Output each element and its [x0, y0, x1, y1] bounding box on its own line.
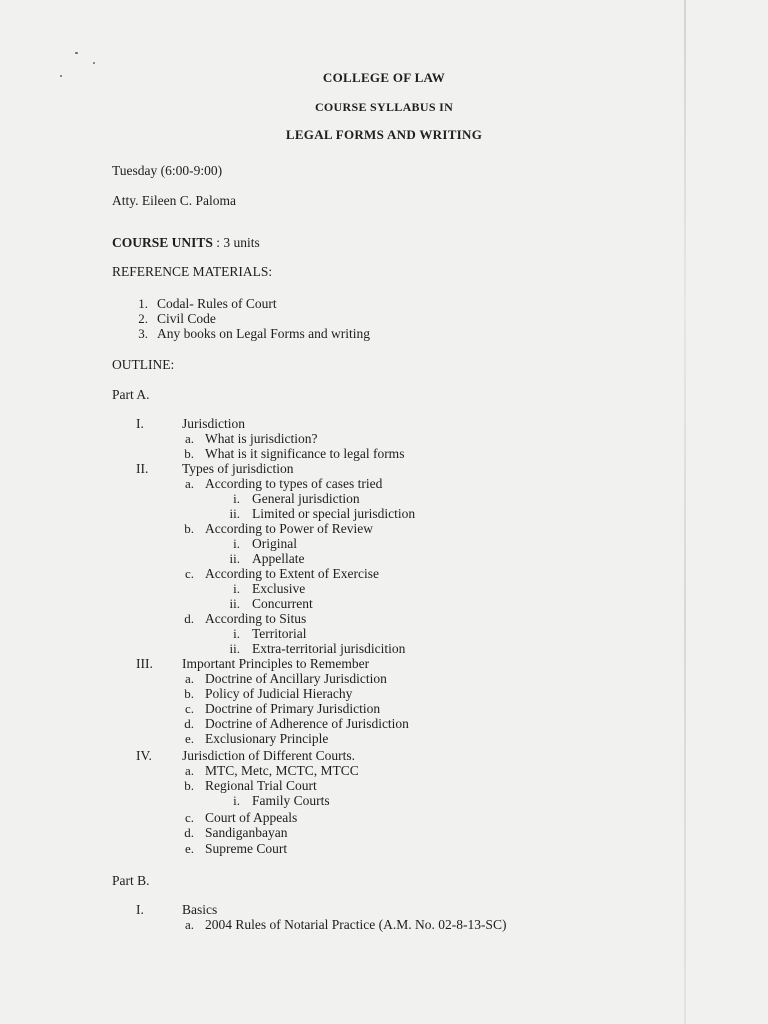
sub-item: MTC, Metc, MCTC, MTCC — [205, 763, 359, 778]
sub-item: According to Situs — [205, 611, 307, 626]
sub-num: b. — [184, 778, 194, 793]
scan-edge-line — [684, 0, 686, 1024]
sub-num: d. — [184, 611, 194, 626]
sub-num: e. — [184, 731, 194, 746]
schedule: Tuesday (6:00-9:00) — [112, 163, 223, 178]
subsub-item: Exclusive — [252, 581, 306, 596]
section-num: IV. — [136, 748, 152, 763]
reference-heading: REFERENCE MATERIALS: — [112, 264, 273, 279]
reference-item: Codal- Rules of Court — [157, 296, 277, 311]
sub-num: a. — [184, 917, 194, 932]
subsub-num: i. — [233, 793, 240, 808]
course-units-separator: : — [216, 235, 221, 250]
subsub-num: ii. — [229, 596, 240, 611]
sub-item: Supreme Court — [205, 841, 288, 856]
outline-heading: OUTLINE: — [112, 357, 175, 372]
course-title: LEGAL FORMS AND WRITING — [285, 127, 483, 142]
reference-item: Any books on Legal Forms and writing — [157, 326, 370, 341]
subsub-item: Appellate — [252, 551, 305, 566]
reference-num: 3. — [138, 326, 148, 341]
sub-num: b. — [184, 686, 194, 701]
sub-item: What is it significance to legal forms — [205, 446, 405, 461]
subsub-item: Family Courts — [252, 793, 330, 808]
section-num: II. — [136, 461, 149, 476]
sub-num: c. — [184, 566, 194, 581]
sub-item: According to types of cases tried — [205, 476, 383, 491]
sub-item: Doctrine of Ancillary Jurisdiction — [205, 671, 387, 686]
college-title: COLLEGE OF LAW — [322, 70, 446, 85]
instructor: Atty. Eileen C. Paloma — [112, 193, 236, 208]
reference-item: Civil Code — [157, 311, 216, 326]
section-title: Types of jurisdiction — [182, 461, 294, 476]
scan-speck — [93, 62, 95, 64]
section-title: Basics — [182, 902, 218, 917]
sub-item: Policy of Judicial Hierachy — [205, 686, 353, 701]
subsub-num: ii. — [229, 641, 240, 656]
section-num: III. — [136, 656, 153, 671]
reference-num: 2. — [138, 311, 148, 326]
course-units-value: 3 units — [223, 235, 260, 250]
subsub-item: General jurisdiction — [252, 491, 360, 506]
subsub-num: i. — [233, 581, 240, 596]
sub-num: b. — [184, 446, 194, 461]
sub-num: a. — [184, 431, 194, 446]
syllabus-title: COURSE SYLLABUS IN — [314, 100, 454, 114]
sub-num: c. — [184, 810, 194, 825]
sub-num: d. — [184, 716, 194, 731]
subsub-num: ii. — [229, 551, 240, 566]
section-num: I. — [136, 902, 144, 917]
subsub-item: Limited or special jurisdiction — [252, 506, 416, 521]
sub-item: Court of Appeals — [205, 810, 298, 825]
sub-item: According to Extent of Exercise — [205, 566, 379, 581]
subsub-item: Territorial — [252, 626, 307, 641]
subsub-item: Original — [252, 536, 297, 551]
sub-item: Sandiganbayan — [205, 825, 288, 840]
subsub-item: Concurrent — [252, 596, 313, 611]
sub-num: a. — [184, 763, 194, 778]
course-units-label: COURSE UNITS — [112, 235, 213, 250]
subsub-num: i. — [233, 491, 240, 506]
subsub-num: i. — [233, 626, 240, 641]
course-units — [112, 235, 260, 251]
part-a-label: Part A. — [112, 387, 150, 402]
sub-num: a. — [184, 476, 194, 491]
section-title: Important Principles to Remember — [182, 656, 370, 671]
section-title: Jurisdiction — [182, 416, 245, 431]
subsub-item: Extra-territorial jurisdicition — [252, 641, 406, 656]
sub-item: 2004 Rules of Notarial Practice (A.M. No. 02-8-13-SC) — [205, 917, 507, 932]
sub-num: c. — [184, 701, 194, 716]
sub-item: Regional Trial Court — [205, 778, 317, 793]
reference-num: 1. — [138, 296, 148, 311]
section-num: I. — [136, 416, 144, 431]
sub-num: e. — [184, 841, 194, 856]
sub-item: According to Power of Review — [205, 521, 373, 536]
sub-item: Doctrine of Primary Jurisdiction — [205, 701, 381, 716]
sub-num: d. — [184, 825, 194, 840]
sub-item: Doctrine of Adherence of Jurisdiction — [205, 716, 409, 731]
section-title: Jurisdiction of Different Courts. — [182, 748, 355, 763]
sub-num: a. — [184, 671, 194, 686]
subsub-num: ii. — [229, 506, 240, 521]
part-b-label: Part B. — [112, 873, 150, 888]
sub-num: b. — [184, 521, 194, 536]
scan-speck — [75, 52, 78, 54]
subsub-num: i. — [233, 536, 240, 551]
sub-item: What is jurisdiction? — [205, 431, 318, 446]
sub-item: Exclusionary Principle — [205, 731, 329, 746]
